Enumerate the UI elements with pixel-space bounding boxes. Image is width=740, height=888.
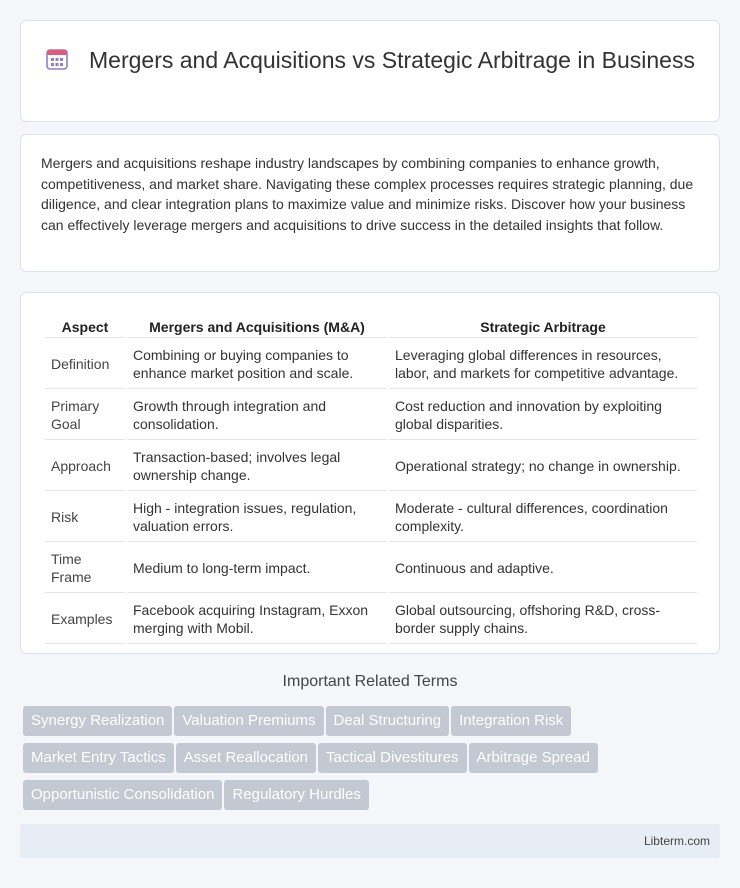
related-term-tag[interactable]: Opportunistic Consolidation — [23, 780, 222, 810]
intro-card — [20, 134, 720, 272]
cell-ma: Medium to long-term impact. — [127, 544, 387, 593]
header-ma: Mergers and Acquisitions (M&A) — [127, 317, 387, 338]
related-term-tag[interactable]: Tactical Divestitures — [318, 743, 467, 773]
cell-sa: Global outsourcing, offshoring R&D, cross-border supply chains. — [389, 595, 697, 644]
cell-aspect: Examples — [45, 595, 125, 644]
related-term-tag[interactable]: Synergy Realization — [23, 706, 172, 736]
cell-sa: Continuous and adaptive. — [389, 544, 697, 593]
cell-sa: Cost reduction and innovation by exploiting global disparities. — [389, 391, 697, 440]
cell-sa: Operational strategy; no change in ownership. — [389, 442, 697, 491]
related-term-tag[interactable]: Regulatory Hurdles — [224, 780, 368, 810]
cell-aspect: Definition — [45, 340, 125, 389]
cell-aspect: Time Frame — [45, 544, 125, 593]
related-term-tag[interactable]: Valuation Premiums — [174, 706, 323, 736]
footer — [20, 824, 720, 858]
cell-sa: Leveraging global differences in resources, labor, and markets for competitive advantage. — [389, 340, 697, 389]
title-card — [20, 20, 720, 122]
table-row — [45, 391, 697, 440]
related-terms-title: Important Related Terms — [282, 673, 458, 690]
cell-ma: Transaction-based; involves legal ownership change. — [127, 442, 387, 491]
intro-paragraph: Mergers and acquisitions reshape industry landscapes by combining companies to enhance growth, competitiveness, and market share. Navigating these complex processes requires strategic planning, due diligence, and clear integration plans to maximize value and minimize risks. Discover how your business can effectively leverage mergers and acquisitions to drive success in the detailed insights that follow. — [41, 155, 694, 233]
comparison-card — [20, 292, 720, 654]
related-term-tag[interactable]: Integration Risk — [451, 706, 571, 736]
cell-ma: Growth through integration and consolidation. — [127, 391, 387, 440]
related-term-tag[interactable]: Arbitrage Spread — [469, 743, 598, 773]
cell-ma: Facebook acquiring Instagram, Exxon merging with Mobil. — [127, 595, 387, 644]
related-terms-list — [23, 706, 723, 817]
related-term-tag[interactable]: Market Entry Tactics — [23, 743, 174, 773]
header-sa: Strategic Arbitrage — [389, 317, 697, 338]
page-title-wrap — [21, 45, 719, 75]
header-aspect: Aspect — [45, 317, 125, 338]
cell-ma: High - integration issues, regulation, valuation errors. — [127, 493, 387, 542]
cell-sa: Moderate - cultural differences, coordination complexity. — [389, 493, 697, 542]
table-row — [45, 595, 697, 644]
cell-aspect: Risk — [45, 493, 125, 542]
footer-site-link[interactable]: Libterm.com — [643, 834, 710, 848]
table-row — [45, 493, 697, 542]
cell-ma: Combining or buying companies to enhance market position and scale. — [127, 340, 387, 389]
related-term-tag[interactable]: Deal Structuring — [326, 706, 450, 736]
page-title: Mergers and Acquisitions vs Strategic Arbitrage in Business — [89, 47, 695, 73]
table-row — [45, 340, 697, 389]
table-header-row — [45, 317, 697, 338]
table-row — [45, 544, 697, 593]
related-term-tag[interactable]: Asset Reallocation — [176, 743, 316, 773]
cell-aspect: Primary Goal — [45, 391, 125, 440]
comparison-table — [43, 315, 699, 646]
table-row — [45, 442, 697, 491]
cell-aspect: Approach — [45, 442, 125, 491]
calendar-icon — [45, 47, 69, 71]
